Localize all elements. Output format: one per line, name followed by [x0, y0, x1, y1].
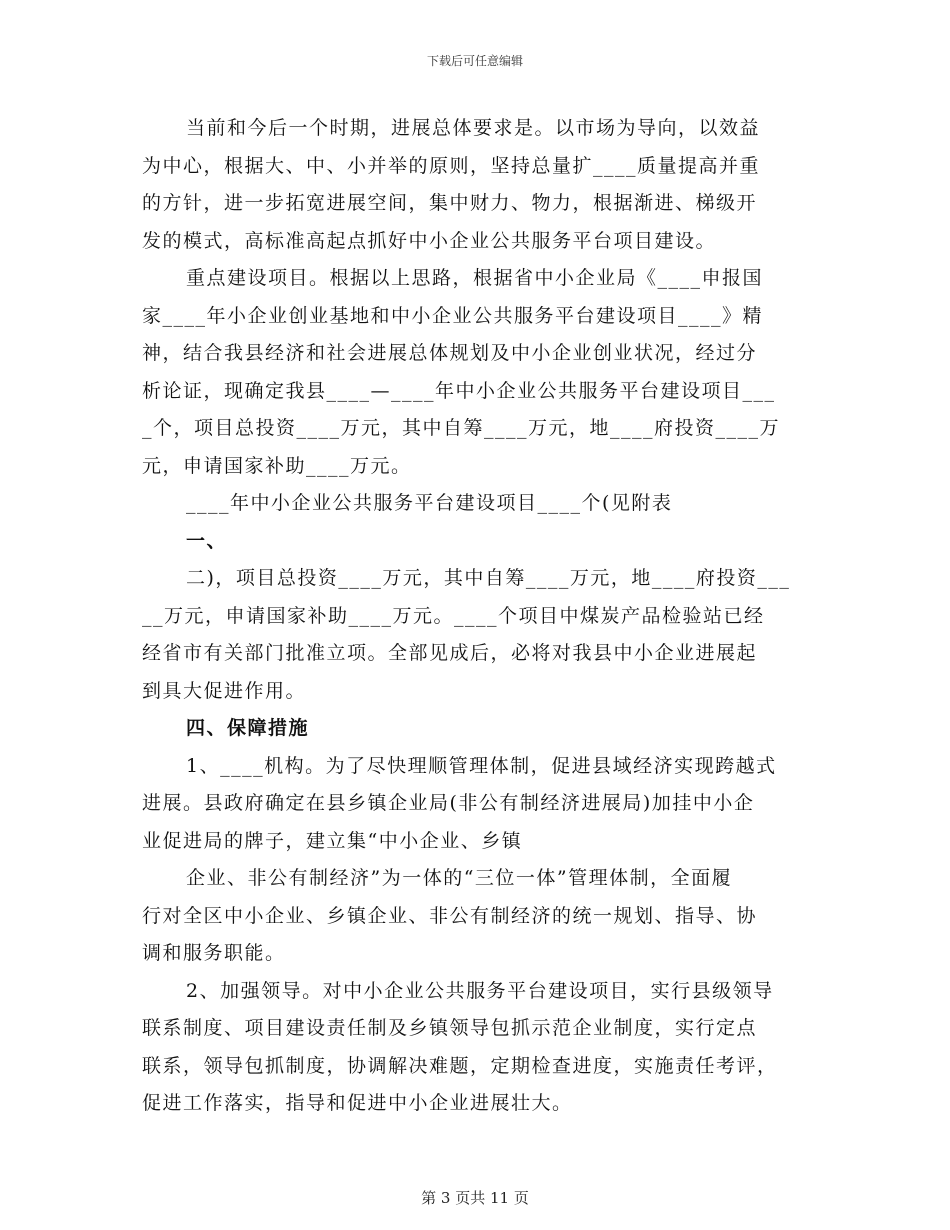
text-line: 1、____机构。为了尽快理顺管理体制，促进县域经济实现跨越式 [186, 754, 777, 777]
text-line: 促进工作落实，指导和促进中小企业进展壮大。 [142, 1092, 573, 1114]
text-line: __万元，申请国家补助____万元。____个项目中煤炭产品检验站已经 [142, 604, 765, 627]
text-line: ____年中小企业公共服务平台建设项目____个(见附表 [186, 492, 673, 514]
text-line: 当前和今后一个时期，进展总体要求是。以市场为导向，以效益 [186, 117, 761, 139]
text-line: 为中心，根据大、中、小并举的原则，坚持总量扩____质量提高并重 [142, 154, 761, 177]
text-line: 二)，项目总投资____万元，其中自筹____万元，地____府投资___ [186, 567, 791, 589]
text-line: 发的模式，高标准高起点抓好中小企业公共服务平台项目建设。 [142, 229, 717, 252]
paragraph [142, 560, 808, 710]
text-line: 重点建设项目。根据以上思路，根据省中小企业局《____申报国 [186, 267, 764, 289]
text-line: 元，申请国家补助____万元。 [142, 454, 412, 477]
paragraph [142, 110, 808, 260]
document-body [142, 110, 808, 1123]
text-line: 行对全区中小企业、乡镇企业、非公有制经济的统一规划、指导、协 [142, 904, 758, 927]
paragraph [142, 860, 808, 973]
page-header: 下载后可任意编辑 [426, 54, 523, 68]
section-heading [142, 710, 808, 748]
text-line: 的方针，进一步拓宽进展空间，集中财力、物力，根据渐进、梯级开 [142, 192, 758, 214]
text-line: 2、加强领导。对中小企业公共服务平台建设项目，实行县级领导 [186, 979, 774, 1002]
text-line: 家____年小企业创业基地和中小企业公共服务平台建设项目____》精 [142, 304, 764, 327]
page-footer: 第 3 页共 11 页 [421, 1189, 529, 1207]
paragraph [142, 485, 808, 523]
text-line: 经省市有关部门批准立项。全部见成后，必将对我县中小企业进展起 [142, 642, 758, 664]
text-line: 联系制度、项目建设责任制及乡镇领导包抓示范企业制度，实行定点 [142, 1017, 758, 1039]
text-line: 到具大促进作用。 [142, 679, 307, 702]
paragraph [142, 260, 808, 485]
paragraph [142, 973, 808, 1123]
text-line: 一、 [186, 529, 228, 552]
text-line: 联系，领导包抓制度，协调解决难题，定期检查进度，实施责任考评， [142, 1054, 778, 1077]
paragraph [142, 523, 808, 561]
text-line: 进展。县政府确定在县乡镇企业局(非公有制经济进展局)加挂中小企 [142, 792, 755, 814]
paragraph [142, 748, 808, 861]
text-line: 业促进局的牌子，建立集“中小企业、乡镇 [142, 829, 523, 852]
text-line: _个，项目总投资____万元，其中自筹____万元，地____府投资____万 [142, 417, 781, 439]
text-line: 四、保障措施 [186, 717, 310, 739]
text-line: 调和服务职能。 [142, 942, 286, 964]
text-line: 神，结合我县经济和社会进展总体规划及中小企业创业状况，经过分 [142, 342, 758, 364]
text-line: 析论证，现确定我县____—____年中小企业公共服务平台建设项目___ [142, 379, 776, 402]
text-line: 企业、非公有制经济”为一体的“三位一体”管理体制，全面履 [186, 867, 733, 889]
